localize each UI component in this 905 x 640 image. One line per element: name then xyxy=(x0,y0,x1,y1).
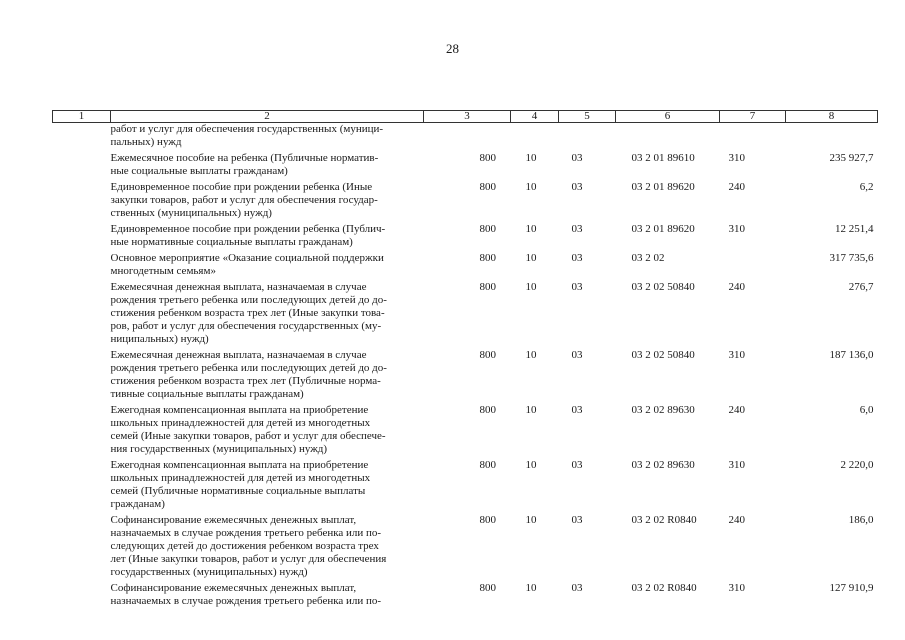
expense-type-cell: 310 xyxy=(728,152,745,164)
amount-cell: 276,7 xyxy=(848,281,874,293)
row-number-cell xyxy=(53,582,111,611)
row-number-cell xyxy=(53,281,111,349)
table-row xyxy=(53,459,878,514)
subsection-code-cell: 03 xyxy=(571,223,583,235)
expense-name-cell: Ежемесячная денежная выплата, назначаемая в случае рождения третьего ребенка или последующих детей до до- стижения ребенком возраста трех лет (Иные закупки това- ров, работ и услуг для обеспечения государственных (му- ниципальных) нужд) xyxy=(110,281,387,345)
column-header: 1 xyxy=(53,111,111,123)
expense-name-cell: Основное мероприятие «Оказание социальной поддержки многодетным семьям» xyxy=(110,252,384,277)
table-row xyxy=(53,123,878,153)
amount-cell: 12 251,4 xyxy=(835,223,874,235)
ministry-code-cell: 800 xyxy=(479,582,496,594)
table-row xyxy=(53,181,878,223)
expense-name-cell: Единовременное пособие при рождении ребенка (Иные закупки товаров, работ и услуг для обеспечения государ- ственных (муниципальных) нужд) xyxy=(110,181,378,219)
target-article-cell: 03 2 01 89620 xyxy=(631,223,695,235)
column-header: 8 xyxy=(786,111,878,123)
subsection-code-cell: 03 xyxy=(571,181,583,193)
table-row xyxy=(53,514,878,582)
amount-cell: 235 927,7 xyxy=(829,152,874,164)
section-code-cell: 10 xyxy=(525,152,537,164)
budget-table xyxy=(52,110,878,611)
column-header: 6 xyxy=(616,111,720,123)
row-number-cell xyxy=(53,123,111,153)
section-code-cell: 10 xyxy=(525,181,537,193)
expense-name-cell: работ и услуг для обеспечения государственных (муници- пальных) нужд xyxy=(110,123,384,148)
row-number-cell xyxy=(53,181,111,223)
target-article-cell: 03 2 02 89630 xyxy=(631,459,695,471)
target-article-cell: 03 2 02 xyxy=(631,252,665,264)
amount-cell: 317 735,6 xyxy=(829,252,874,264)
expense-type-cell xyxy=(720,123,786,153)
row-number-cell xyxy=(53,252,111,281)
subsection-code-cell: 03 xyxy=(571,459,583,471)
ministry-code-cell: 800 xyxy=(479,514,496,526)
section-code-cell xyxy=(511,123,559,153)
expense-name-cell: Ежемесячное пособие на ребенка (Публичные норматив- ные социальные выплаты гражданам) xyxy=(110,152,379,177)
target-article-cell: 03 2 02 89630 xyxy=(631,404,695,416)
target-article-cell xyxy=(616,123,720,153)
expense-name-cell: Ежемесячная денежная выплата, назначаемая в случае рождения третьего ребенка или последующих детей до до- стижения ребенком возраста трех лет (Публичные норма- тивные социальные выплаты гражданам) xyxy=(110,349,387,400)
subsection-code-cell: 03 xyxy=(571,349,583,361)
ministry-code-cell: 800 xyxy=(479,459,496,471)
expense-name-cell: Софинансирование ежемесячных денежных выплат, назначаемых в случае рождения третьего ребенка или по- xyxy=(110,582,382,607)
subsection-code-cell: 03 xyxy=(571,514,583,526)
column-header: 4 xyxy=(511,111,559,123)
section-code-cell: 10 xyxy=(525,349,537,361)
ministry-code-cell: 800 xyxy=(479,252,496,264)
expense-type-cell: 240 xyxy=(728,514,745,526)
ministry-code-cell: 800 xyxy=(479,281,496,293)
amount-cell xyxy=(786,123,878,153)
page-number: 28 xyxy=(446,41,459,56)
amount-cell: 6,0 xyxy=(859,404,874,416)
expense-type-cell: 310 xyxy=(728,349,745,361)
expense-type-cell: 240 xyxy=(728,281,745,293)
table-row xyxy=(53,404,878,459)
subsection-code-cell: 03 xyxy=(571,404,583,416)
row-number-cell xyxy=(53,404,111,459)
ministry-code-cell: 800 xyxy=(479,404,496,416)
expense-name-cell: Ежегодная компенсационная выплата на приобретение школьных принадлежностей для детей из многодетных семей (Публичные нормативные социальные выплаты гражданам) xyxy=(110,459,371,510)
section-code-cell: 10 xyxy=(525,459,537,471)
table-row xyxy=(53,349,878,404)
expense-name-cell: Софинансирование ежемесячных денежных выплат, назначаемых в случае рождения третьего ребенка или по- следующих детей до достижения ребенком возраста трех лет (Иные закупки товаров, работ и услуг для обеспечения государственных (муниципальных) нужд) xyxy=(110,514,387,578)
ministry-code-cell xyxy=(424,123,511,153)
table-row xyxy=(53,582,878,611)
expense-name-cell: Единовременное пособие при рождении ребенка (Публич- ные нормативные социальные выплаты гражданам) xyxy=(110,223,386,248)
expense-type-cell xyxy=(720,252,786,281)
expense-type-cell: 240 xyxy=(728,404,745,416)
ministry-code-cell: 800 xyxy=(479,349,496,361)
target-article-cell: 03 2 02 50840 xyxy=(631,349,695,361)
row-number-cell xyxy=(53,459,111,514)
section-code-cell: 10 xyxy=(525,252,537,264)
column-header: 7 xyxy=(720,111,786,123)
table-header-row xyxy=(53,111,878,123)
expense-name-cell: Ежегодная компенсационная выплата на приобретение школьных принадлежностей для детей из многодетных семей (Иные закупки товаров, работ и услуг для обеспече- ния государственных (муниципальных) нужд) xyxy=(110,404,386,455)
row-number-cell xyxy=(53,152,111,181)
subsection-code-cell: 03 xyxy=(571,252,583,264)
section-code-cell: 10 xyxy=(525,223,537,235)
ministry-code-cell: 800 xyxy=(479,181,496,193)
amount-cell: 2 220,0 xyxy=(840,459,874,471)
amount-cell: 127 910,9 xyxy=(829,582,874,594)
column-header: 2 xyxy=(111,111,424,123)
table-row xyxy=(53,152,878,181)
target-article-cell: 03 2 01 89610 xyxy=(631,152,695,164)
subsection-code-cell: 03 xyxy=(571,582,583,594)
target-article-cell: 03 2 01 89620 xyxy=(631,181,695,193)
ministry-code-cell: 800 xyxy=(479,152,496,164)
section-code-cell: 10 xyxy=(525,404,537,416)
expense-type-cell: 310 xyxy=(728,223,745,235)
section-code-cell: 10 xyxy=(525,281,537,293)
ministry-code-cell: 800 xyxy=(479,223,496,235)
expense-type-cell: 310 xyxy=(728,582,745,594)
section-code-cell: 10 xyxy=(525,582,537,594)
column-header: 3 xyxy=(424,111,511,123)
table-row xyxy=(53,252,878,281)
row-number-cell xyxy=(53,349,111,404)
expense-type-cell: 310 xyxy=(728,459,745,471)
subsection-code-cell xyxy=(559,123,616,153)
subsection-code-cell: 03 xyxy=(571,152,583,164)
amount-cell: 6,2 xyxy=(859,181,874,193)
target-article-cell: 03 2 02 R0840 xyxy=(631,514,697,526)
column-header: 5 xyxy=(559,111,616,123)
amount-cell: 187 136,0 xyxy=(829,349,874,361)
table-row xyxy=(53,223,878,252)
expense-type-cell: 240 xyxy=(728,181,745,193)
row-number-cell xyxy=(53,514,111,582)
target-article-cell: 03 2 02 R0840 xyxy=(631,582,697,594)
amount-cell: 186,0 xyxy=(848,514,874,526)
section-code-cell: 10 xyxy=(525,514,537,526)
subsection-code-cell: 03 xyxy=(571,281,583,293)
table-row xyxy=(53,281,878,349)
target-article-cell: 03 2 02 50840 xyxy=(631,281,695,293)
row-number-cell xyxy=(53,223,111,252)
